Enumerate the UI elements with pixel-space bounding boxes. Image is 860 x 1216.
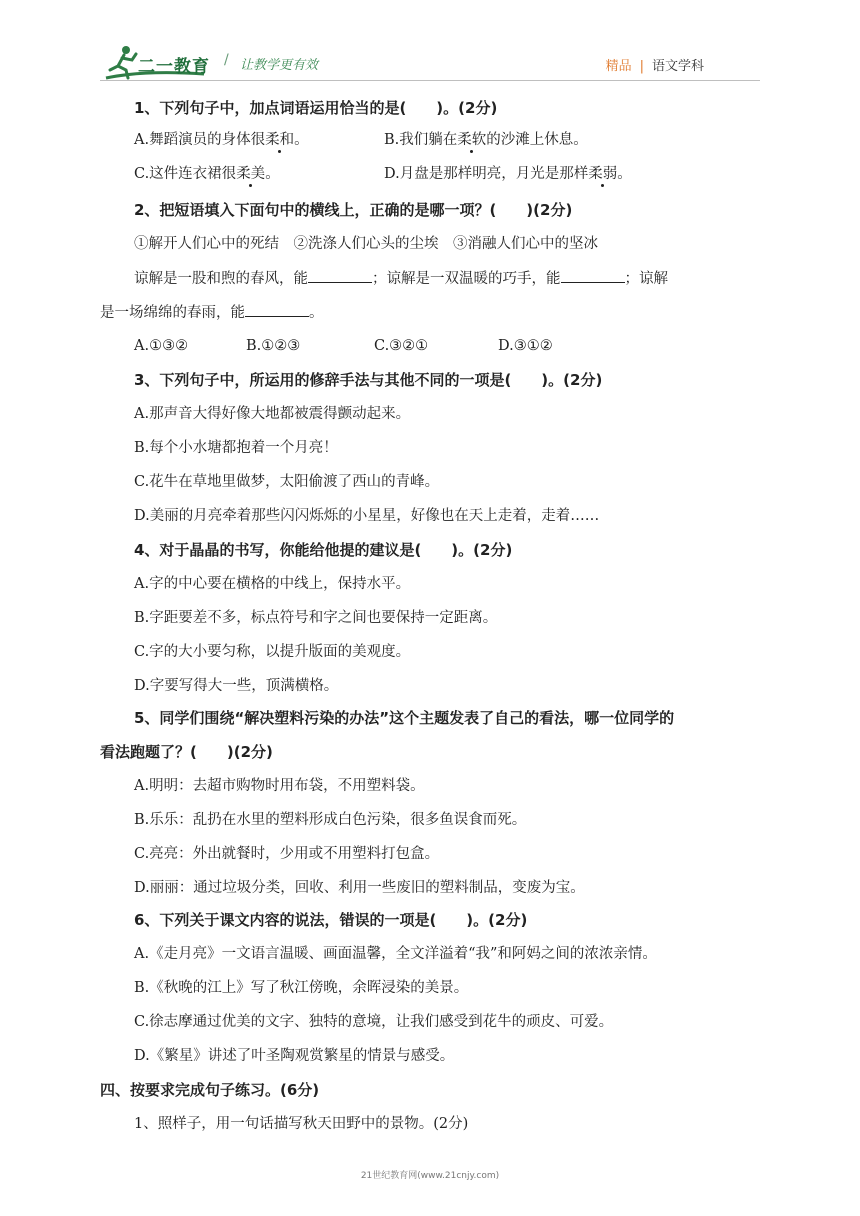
q6-option-c: C.徐志摩通过优美的文字、独特的意境，让我们感受到花牛的顽皮、可爱。 (134, 1014, 614, 1030)
q6-option-a: A.《走月亮》一文语言温暖、画面温馨，全文洋溢着“我”和阿妈之间的浓浓亲情。 (134, 946, 657, 962)
q1-a-dotted-word: 柔和 (265, 132, 295, 148)
q4-option-b: B.字距要差不多，标点符号和字之间也要保持一定距离。 (134, 610, 498, 626)
q4-stem: 4、对于晶晶的书写，你能给他提的建议是( )。(2分) (134, 541, 513, 559)
q3-option-a: A.那声音大得好像大地都被震得颤动起来。 (134, 406, 411, 422)
q3-option-d: D.美丽的月亮牵着那些闪闪烁烁的小星星，好像也在天上走着，走着…… (134, 508, 600, 524)
q2-option-d: D.③①② (498, 338, 553, 354)
q1-option-c: C.这件连衣裙很柔美。 (134, 166, 280, 182)
q4-option-a: A.字的中心要在横格的中线上，保持水平。 (134, 576, 411, 592)
q6-option-b: B.《秋晚的江上》写了秋江傍晚，余晖浸染的美景。 (134, 980, 469, 996)
q2-option-c: C.③②① (374, 338, 429, 354)
q2-passage-line2: 是一场绵绵的春雨，能 。 (100, 302, 324, 323)
q2-stem: 2、把短语填入下面句中的横线上，正确的是哪一项？( )(2分) (134, 201, 573, 219)
quality-label: 精品 (605, 59, 632, 74)
q5-option-b: B.乐乐：乱扔在水里的塑料形成白色污染，很多鱼误食而死。 (134, 812, 527, 828)
q3-option-b: B.每个小水塘都抱着一个月亮！ (134, 440, 338, 456)
page-footer: 21世纪教育网(www.21cnjy.com) (360, 1171, 500, 1181)
q1-stem: 1、下列句子中，加点词语运用恰当的是( )。(2分) (134, 99, 498, 117)
subject-label: 语文学科 (651, 59, 704, 74)
q2-phrases: ①解开人们心中的死结 ②洗涤人们心头的尘埃 ③消融人们心中的坚冰 (134, 236, 598, 252)
q5-option-c: C.亮亮：外出就餐时，少用或不用塑料打包盒。 (134, 846, 440, 862)
section4-q1: 1、照样子，用一句话描写秋天田野中的景物。(2分) (134, 1116, 469, 1132)
q6-option-d: D.《繁星》讲述了叶圣陶观赏繁星的情景与感受。 (134, 1048, 455, 1064)
logo-text: 二一教育 (138, 57, 210, 77)
q4-option-d: D.字要写得大一些，顶满横格。 (134, 678, 339, 694)
page-header (0, 0, 860, 90)
q2-blank-2[interactable] (561, 268, 625, 283)
q1-b-dotted-word: 柔软 (457, 132, 487, 148)
q2-blank-1[interactable] (308, 268, 372, 283)
header-rule (100, 80, 760, 81)
q1-option-b: B.我们躺在柔软的沙滩上休息。 (384, 132, 588, 148)
q2-passage-line1: 谅解是一股和煦的春风，能 ；谅解是一双温暖的巧手，能 ；谅解 (134, 268, 668, 289)
header-right (606, 55, 704, 74)
q3-stem: 3、下列句子中，所运用的修辞手法与其他不同的一项是( )。(2分) (134, 371, 603, 389)
q5-stem-line2: 看法跑题了？( )(2分) (100, 743, 273, 761)
header-divider: | (639, 59, 644, 74)
q5-option-d: D.丽丽：通过垃圾分类，回收、利用一些废旧的塑料制品，变废为宝。 (134, 880, 585, 896)
q1-option-d: D.月盘是那样明亮，月光是那样柔弱。 (384, 166, 632, 182)
q1-d-dotted-word: 柔弱 (588, 166, 618, 182)
q4-option-c: C.字的大小要匀称，以提升版面的美观度。 (134, 644, 411, 660)
q3-option-c: C.花牛在草地里做梦，太阳偷渡了西山的青峰。 (134, 474, 440, 490)
tagline: 让教学更有效 (240, 58, 319, 73)
q2-option-b: B.①②③ (246, 338, 301, 354)
q1-option-a: A.舞蹈演员的身体很柔和。 (134, 132, 309, 148)
logo-slash: / (224, 52, 229, 68)
q5-option-a: A.明明：去超市购物时用布袋，不用塑料袋。 (134, 778, 425, 794)
q2-blank-3[interactable] (245, 302, 309, 317)
q1-c-dotted-word: 柔美 (236, 166, 266, 182)
q2-option-a: A.①③② (134, 338, 189, 354)
section4-title: 四、按要求完成句子练习。(6分) (100, 1081, 320, 1099)
q5-stem-line1: 5、同学们围绕“解决塑料污染的办法”这个主题发表了自己的看法，哪一位同学的 (134, 709, 675, 727)
q6-stem: 6、下列关于课文内容的说法，错误的一项是( )。(2分) (134, 911, 528, 929)
